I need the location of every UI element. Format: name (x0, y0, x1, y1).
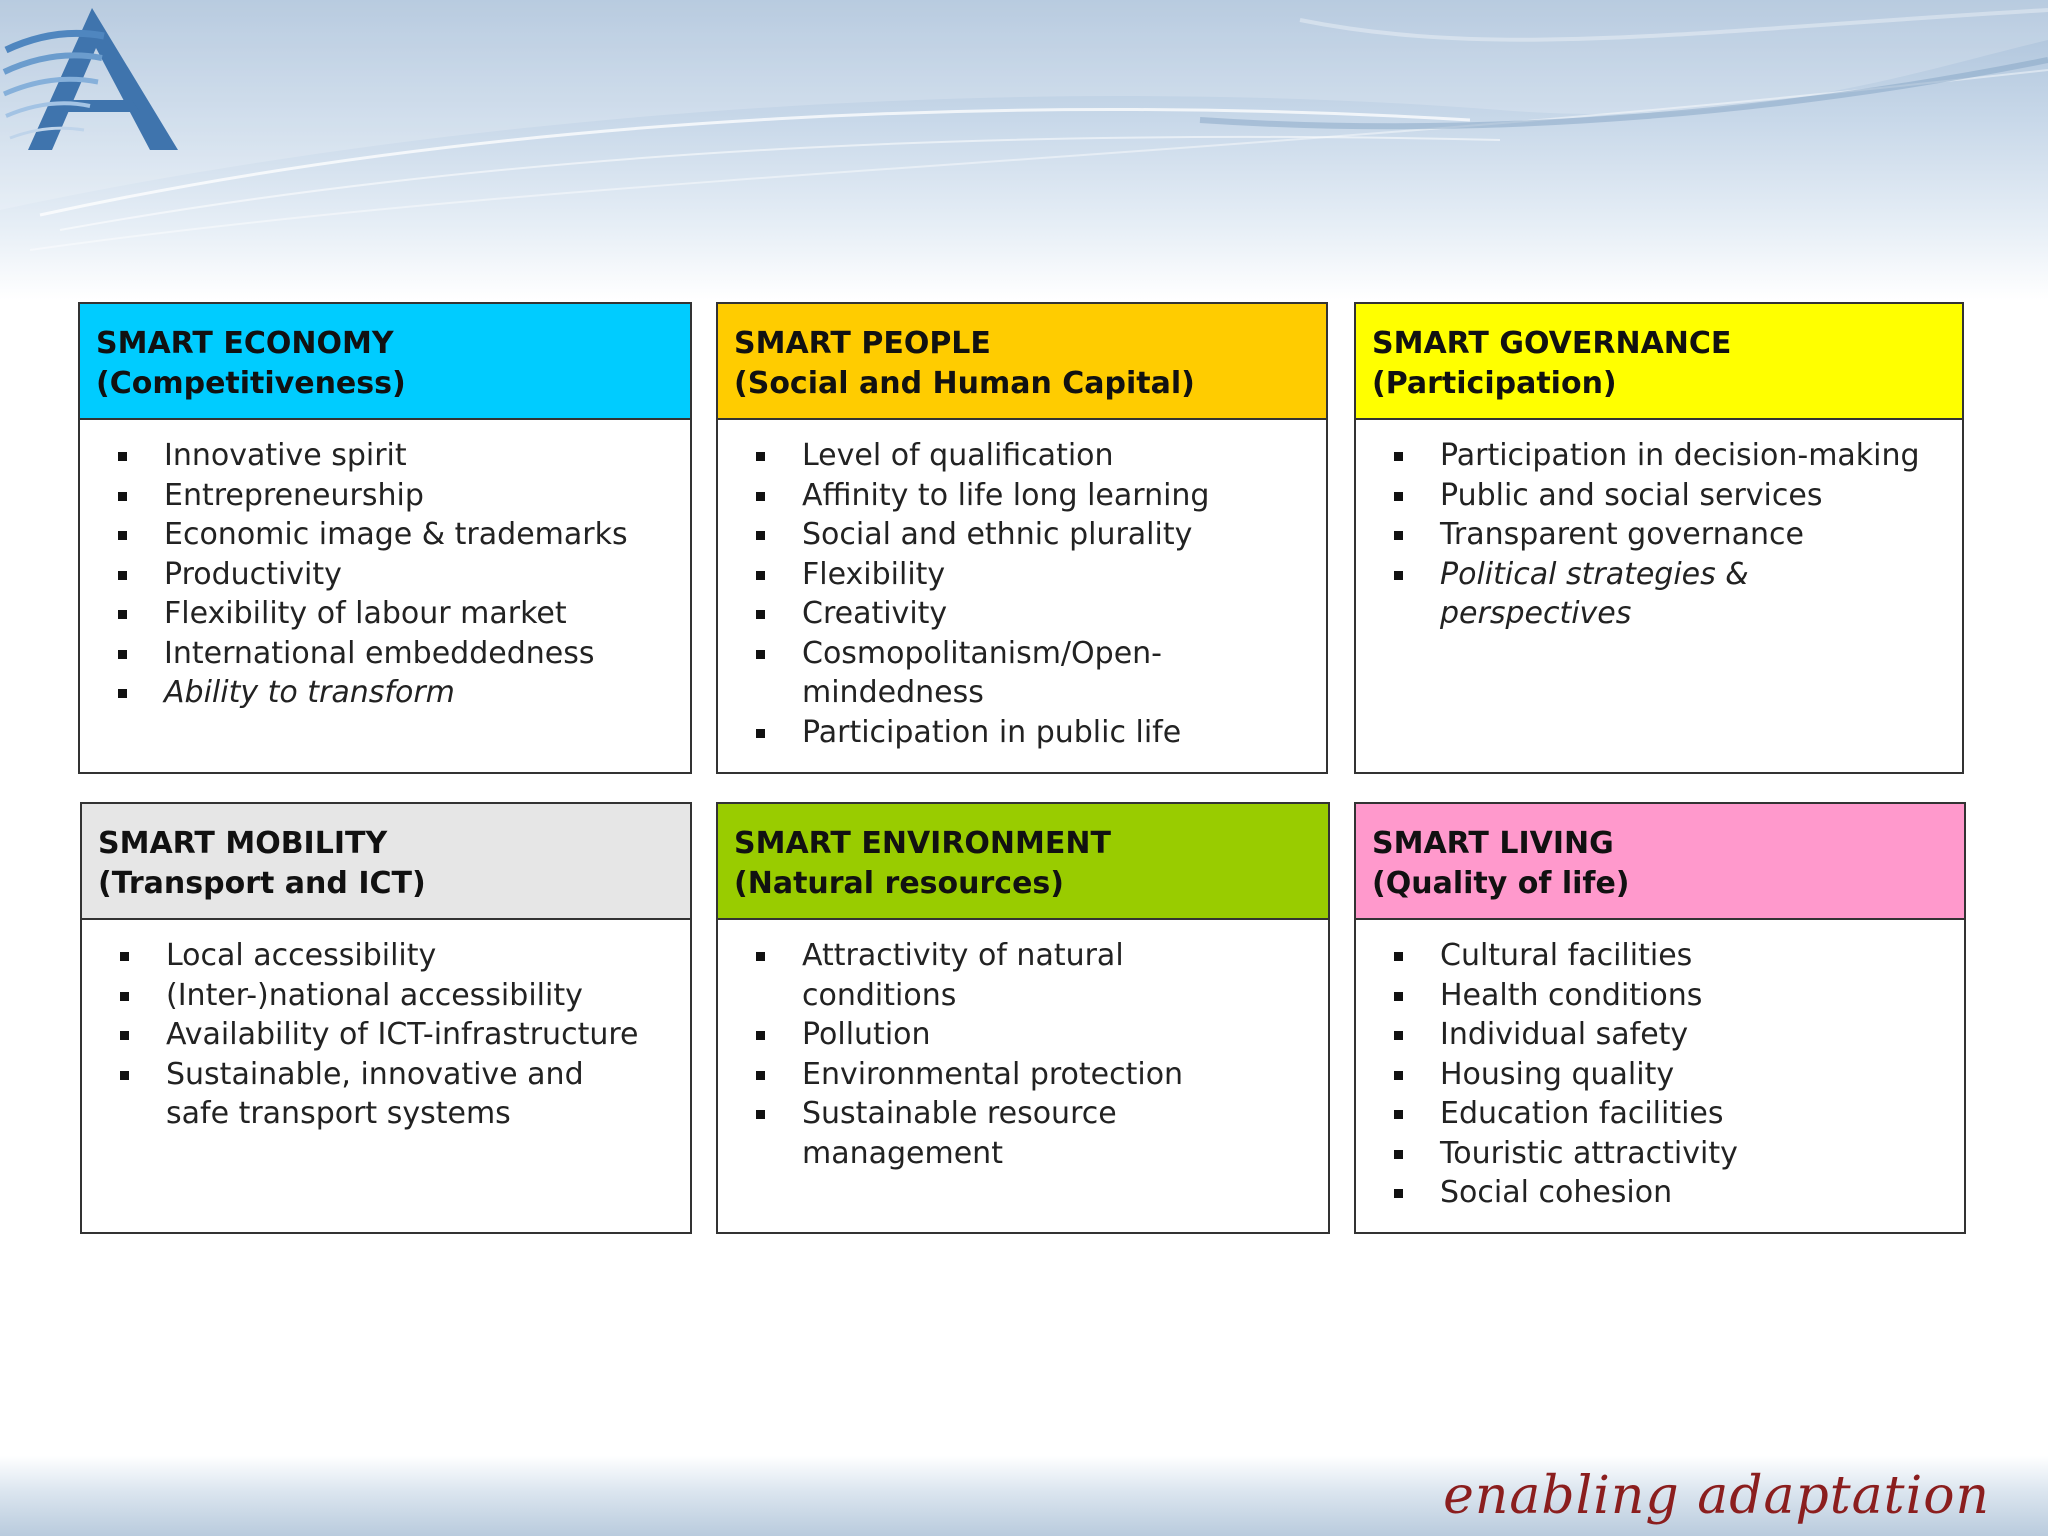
card-header (82, 804, 690, 920)
list-item: Flexibility of labour market (118, 594, 680, 634)
card-body (718, 420, 1326, 752)
list-item: Participation in public life (756, 713, 1316, 753)
list-item: (Inter-)national accessibility (120, 976, 680, 1016)
card-title: SMART LIVING (1372, 826, 1614, 861)
card-title: SMART GOVERNANCE (1372, 326, 1732, 361)
list-item: Creativity (756, 594, 1316, 634)
banner-swoosh-graphic (0, 0, 2048, 300)
list-item: Social and ethnic plurality (756, 515, 1316, 555)
card-subtitle: (Natural resources) (734, 866, 1064, 901)
card-body (1356, 920, 1964, 1213)
card-smart-governance (1354, 302, 1964, 774)
card-smart-mobility (80, 802, 692, 1234)
card-subtitle: (Social and Human Capital) (734, 366, 1195, 401)
card-body (1356, 420, 1962, 634)
bullet-list (120, 936, 680, 1134)
bullet-list (118, 436, 680, 713)
list-item: Productivity (118, 555, 680, 595)
list-item: Level of qualification (756, 436, 1316, 476)
list-item: Economic image & trademarks (118, 515, 680, 555)
list-item: Affinity to life long learning (756, 476, 1316, 516)
list-item: Sustainable resource management (756, 1094, 1202, 1173)
card-subtitle: (Participation) (1372, 366, 1617, 401)
list-item: Availability of ICT-infrastructure (120, 1015, 680, 1055)
list-item: Entrepreneurship (118, 476, 680, 516)
bullet-list (1394, 936, 1954, 1213)
header-banner (0, 0, 2048, 300)
list-item: Attractivity of natural conditions (756, 936, 1202, 1015)
card-subtitle: (Competitiveness) (96, 366, 406, 401)
bullet-list (756, 436, 1316, 752)
list-item: Sustainable, innovative and safe transport systems (120, 1055, 636, 1134)
list-item: Education facilities (1394, 1094, 1954, 1134)
list-item: Pollution (756, 1015, 1318, 1055)
list-item: Cultural facilities (1394, 936, 1954, 976)
list-item: Individual safety (1394, 1015, 1954, 1055)
list-item: Flexibility (756, 555, 1316, 595)
tagline: enabling adaptation (1443, 1466, 1990, 1526)
card-title: SMART MOBILITY (98, 826, 388, 861)
card-title: SMART ECONOMY (96, 326, 394, 361)
list-item: Social cohesion (1394, 1173, 1954, 1213)
card-body (82, 920, 690, 1134)
list-item: Ability to transform (118, 673, 680, 713)
card-header (80, 304, 690, 420)
card-header (1356, 804, 1964, 920)
card-title: SMART ENVIRONMENT (734, 826, 1111, 861)
list-item: Touristic attractivity (1394, 1134, 1954, 1174)
list-item: Environmental protection (756, 1055, 1318, 1095)
list-item: Public and social services (1394, 476, 1952, 516)
list-item: International embeddedness (118, 634, 680, 674)
card-body (80, 420, 690, 713)
list-item: Innovative spirit (118, 436, 680, 476)
card-smart-living (1354, 802, 1966, 1234)
card-subtitle: (Transport and ICT) (98, 866, 426, 901)
list-item: Health conditions (1394, 976, 1954, 1016)
card-smart-environment (716, 802, 1330, 1234)
card-header (718, 804, 1328, 920)
list-item: Political strategies & perspectives (1394, 555, 1780, 634)
stylized-a-logo-icon (0, 0, 190, 180)
bullet-list (756, 936, 1318, 1173)
footer-band (0, 1456, 2048, 1536)
card-smart-people (716, 302, 1328, 774)
list-item: Transparent governance (1394, 515, 1952, 555)
list-item: Participation in decision-making (1394, 436, 1952, 476)
card-header (718, 304, 1326, 420)
list-item: Local accessibility (120, 936, 680, 976)
list-item: Housing quality (1394, 1055, 1954, 1095)
bullet-list (1394, 436, 1952, 634)
card-smart-economy (78, 302, 692, 774)
card-header (1356, 304, 1962, 420)
list-item: Cosmopolitanism/Open-mindedness (756, 634, 1162, 713)
card-body (718, 920, 1328, 1173)
card-title: SMART PEOPLE (734, 326, 991, 361)
card-subtitle: (Quality of life) (1372, 866, 1630, 901)
